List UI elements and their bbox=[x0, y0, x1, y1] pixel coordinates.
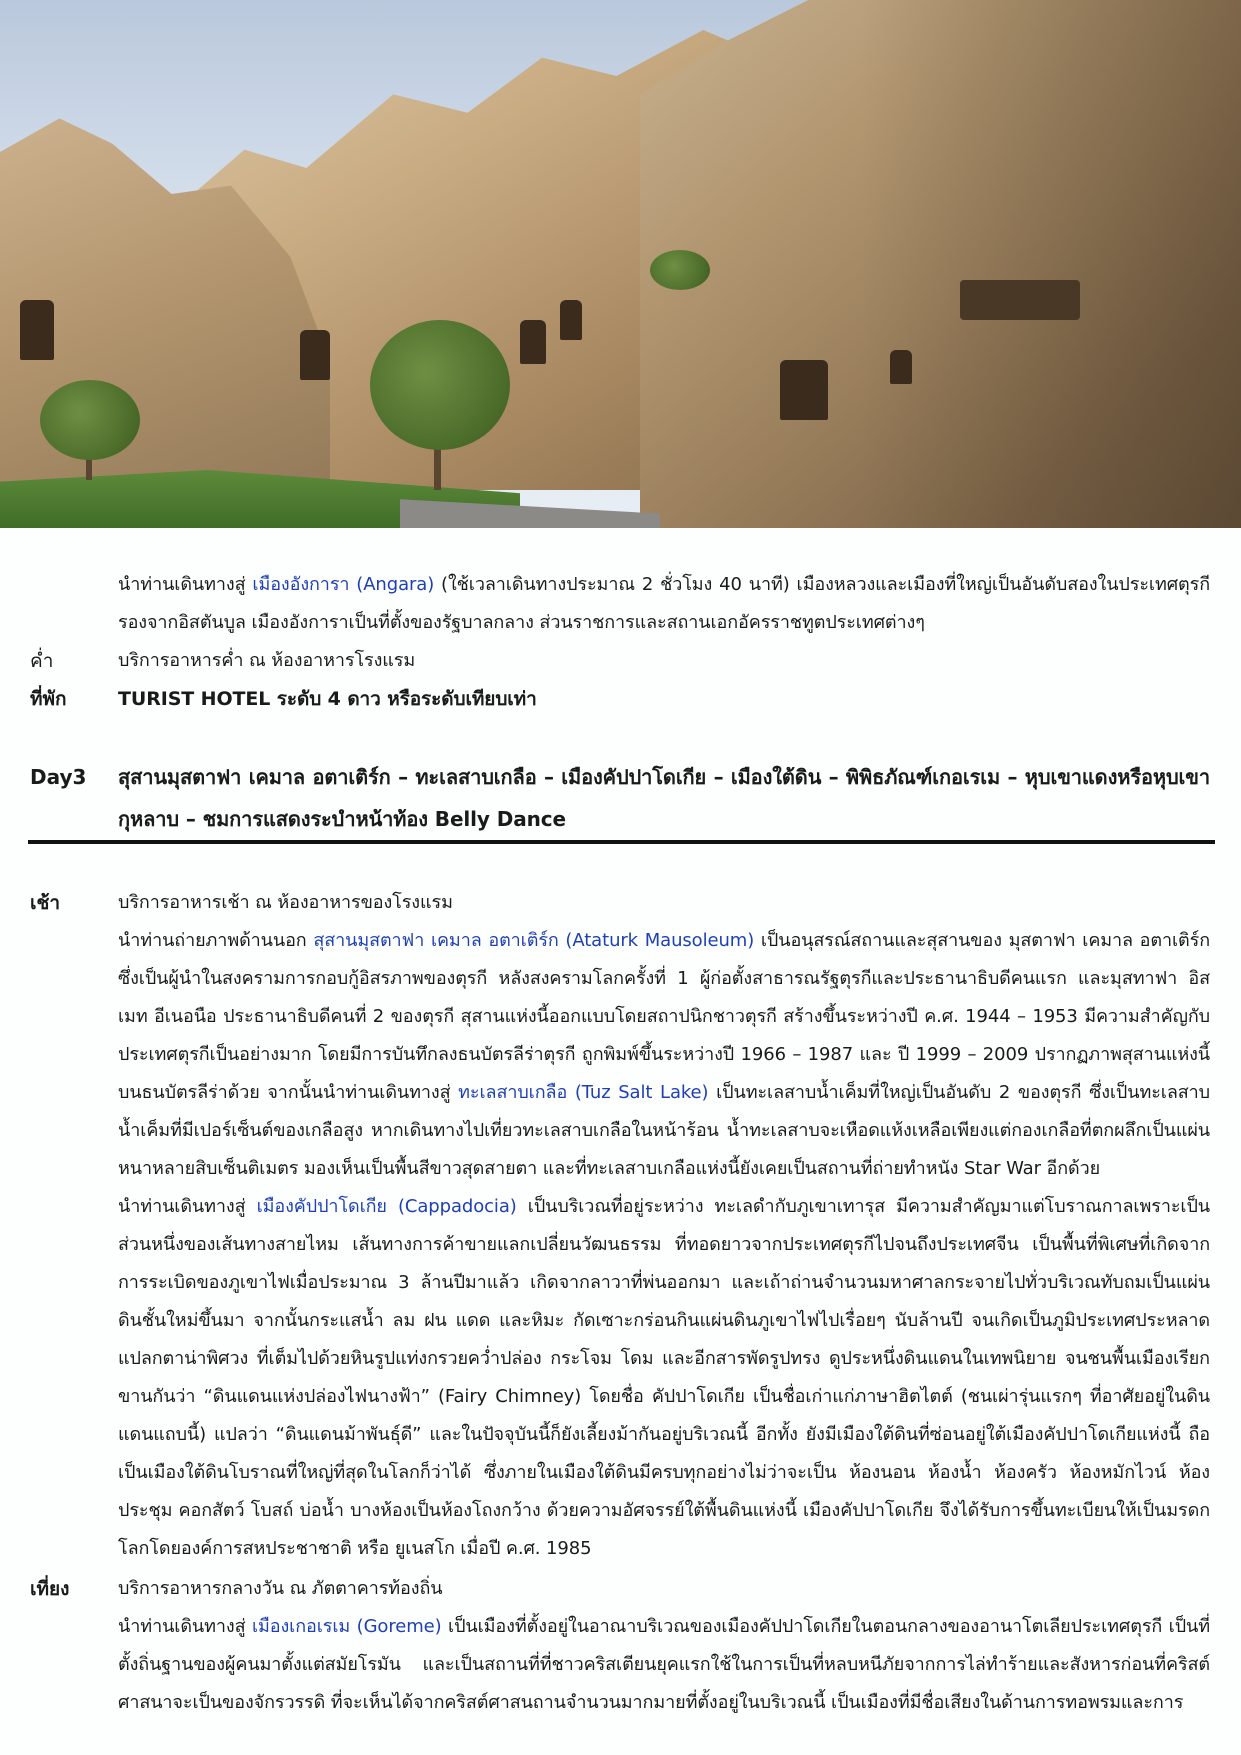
breakfast-text: บริการอาหารเช้า ณ ห้องอาหารของโรงแรม bbox=[118, 892, 453, 913]
cave-opening bbox=[300, 330, 330, 380]
lunch-text: บริการอาหารกลางวัน ณ ภัตตาคารท้องถิ่น bbox=[118, 1578, 443, 1599]
hero-photo bbox=[0, 0, 1241, 528]
dinner-text: บริการอาหารค่ำ ณ ห้องอาหารโรงแรม bbox=[118, 650, 416, 671]
ataturk-paragraph: นำท่านถ่ายภาพด้านนอก สุสานมุสตาฟา เคมาล อตาเติร์ก (Ataturk Mausoleum) เป็นอนุสรณ์สถานและสุสานของ มุสตาฟา เคมาล อตาเติร์ก ซึ่งเป็นผู้นำในสงครามการกอบกู้อิสรภาพของตุรกี หลังสงครามโลกครั้งที่ 1 ผู้ก่อตั้งสาธารณรัฐตุรกีและประธานาธิบดีคนแรก และมุสทาฟา อิสเมท อีเนอนือ ประธานาธิบดีคนที่ 2 ของตุรกี สุสานแห่งนี้ออกแบบโดยสถาปนิกชาวตุรกี สร้างขึ้นระหว่างปี ค.ศ. 1944 – 1953 มีความสำคัญกับประเทศตุรกีเป็นอย่างมาก โดยมีการบันทึกลงธนบัตรลีร่าตุรกี ถูกพิมพ์ขึ้นระหว่างปี 1966 – 1987 และ ปี 1999 – 2009 ปรากฏภาพสุสานแห่งนี้บนธนบัตรลีร่าด้วย จากนั้นนำท่านเดินทางสู่ ทะเลสาบเกลือ (Tuz Salt Lake) เป็นทะเลสาบน้ำเค็มที่ใหญ่เป็นอันดับ 2 ของตุรกี ซึ่งเป็นทะเลสาบน้ำเค็มที่มีเปอร์เซ็นต์ของเกลือสูง หากเดินทางไปเที่ยวทะเลสาบเกลือในหน้าร้อน น้ำทะเลสาบจะเหือดแห้งเหลือเพียงแต่กองเกลือที่ตกผลึกเป็นแผ่นหนาหลายสิบเซ็นติเมตร มองเห็นเป็นพื้นสีขาวสุดสายตา และที่ทะเลสาบเกลือแห่งนี้ยังเคยเป็นสถานที่ถ่ายทำหนัง Star War อีกด้วย bbox=[118, 930, 1211, 1179]
rock-shadow bbox=[860, 0, 1241, 528]
cave-opening bbox=[890, 350, 912, 384]
cave-ledge bbox=[960, 280, 1080, 320]
dinner-label: ค่ำ bbox=[30, 650, 54, 672]
destination-link: เมืองอังการา (Angara) bbox=[252, 574, 435, 595]
intro-paragraph: นำท่านเดินทางสู่ เมืองอังการา (Angara) (ใช้เวลาเดินทางประมาณ 2 ชั่วโมง 40 นาที) เมืองหลวงและเมืองที่ใหญ่เป็นอันดับสองในประเทศตุรกี รองจากอิสตันบูล เมืองอังการาเป็นที่ตั้งของรัฐบาลกลาง ส่วนราชการและสถานเอกอัครราชทูตประเทศต่างๆ bbox=[118, 574, 1210, 633]
goreme-paragraph: นำท่านเดินทางสู่ เมืองเกอเรเม (Goreme) เป็นเมืองที่ตั้งอยู่ในอาณาบริเวณของเมืองคัปปาโดเกียในตอนกลางของอานาโตเลียประเทศตุรกี เป็นที่ตั้งถิ่นฐานของผู้คนมาตั้งแต่สมัยโรมัน และเป็นสถานที่ที่ชาวคริสเตียนยุคแรกใช้ในการเป็นที่หลบหนีภัยจากการไล่ทำร้ายและสังหารก่อนที่คริสต์ศาสนาจะเป็นของจักรวรรดิ ที่จะเห็นได้จากคริสต์ศาสนถานจำนวนมากมายที่ตั้งอยู่ในบริเวณนี้ เป็นเมืองที่มีชื่อเสียงในด้านการทอพรมและการ bbox=[118, 1616, 1211, 1713]
shrub bbox=[650, 250, 710, 290]
destination-link: ทะเลสาบเกลือ (Tuz Salt Lake) bbox=[458, 1082, 709, 1103]
tree bbox=[370, 320, 510, 450]
hotel-text: TURIST HOTEL ระดับ 4 ดาว หรือระดับเทียบเท่า bbox=[118, 688, 537, 710]
cave-opening bbox=[20, 300, 54, 360]
tree bbox=[40, 380, 140, 460]
cappadocia-paragraph: นำท่านเดินทางสู่ เมืองคัปปาโดเกีย (Cappadocia) เป็นบริเวณที่อยู่ระหว่าง ทะเลดำกับภูเขาเทารุส มีความสำคัญมาแต่โบราณกาลเพราะเป็นส่วนหนึ่งของเส้นทางสายไหม เส้นทางการค้าขายแลกเปลี่ยนวัฒนธรรม ที่ทอดยาวจากประเทศตุรกีไปจนถึงประเทศจีน เป็นพื้นที่พิเศษที่เกิดจากการระเบิดของภูเขาไฟเมื่อประมาณ 3 ล้านปีมาแล้ว เกิดจากลาวาที่พ่นออกมา และเถ้าถ่านจำนวนมหาศาลกระจายไปทั่วบริเวณทับถมเป็นแผ่นดินชั้นใหม่ขึ้นมา จากนั้นกระแสน้ำ ลม ฝน แดด และหิมะ กัดเซาะกร่อนกินแผ่นดินภูเขาไฟไปเรื่อยๆ นับล้านปี จนเกิดเป็นภูมิประเทศประหลาดแปลกตาน่าพิศวง ที่เต็มไปด้วยหินรูปแท่งกรวยคว่ำปล่อง กระโจม โดม และอีกสารพัดรูปทรง ดูประหนึ่งดินแดนในเทพนิยาย จนชนพื้นเมืองเรียกขานกันว่า “ดินแดนแห่งปล่องไฟนางฟ้า” (Fairy Chimney) โดยชื่อ คัปปาโดเกีย เป็นชื่อเก่าแก่ภาษาฮิตไตต์ (ชนเผ่ารุ่นแรกๆ ที่อาศัยอยู่ในดินแดนแถบนี้) แปลว่า “ดินแดนม้าพันธุ์ดี” และในปัจจุบันนี้ก็ยังเลี้ยงม้ากันอยู่บริเวณนี้ อีกทั้ง ยังมีเมืองใต้ดินที่ซ่อนอยู่ใต้เมืองคัปปาโดเกียแห่งนี้ ถือเป็นเมืองใต้ดินโบราณที่ใหญ่ที่สุดในโลกก็ว่าได้ ซึ่งภายในเมืองใต้ดินมีครบทุกอย่างไม่ว่าจะเป็น ห้องนอน ห้องน้ำ ห้องครัว ห้องหมักไวน์ ห้องประชุม คอกสัตว์ โบสถ์ บ่อน้ำ บางห้องเป็นห้องโถงกว้าง ด้วยความอัศจรรย์ใต้พื้นดินแห่งนี้ เมืองคัปปาโดเกีย จึงได้รับการขึ้นทะเบียนให้เป็นมรดกโลกโดยองค์การสหประชาชาติ หรือ ยูเนสโก เมื่อปี ค.ศ. 1985 bbox=[118, 1196, 1210, 1559]
section-divider bbox=[28, 840, 1215, 844]
destination-link: เมืองคัปปาโดเกีย (Cappadocia) bbox=[256, 1196, 517, 1217]
destination-link: สุสานมุสตาฟา เคมาล อตาเติร์ก (Ataturk Mausoleum) bbox=[313, 930, 755, 951]
cave-opening bbox=[560, 300, 582, 340]
cave-opening bbox=[780, 360, 828, 420]
hotel-label: ที่พัก bbox=[30, 688, 67, 710]
lunch-label: เที่ยง bbox=[30, 1578, 70, 1600]
destination-link: เมืองเกอเรเม (Goreme) bbox=[251, 1616, 442, 1637]
cave-opening bbox=[520, 320, 546, 364]
day-title: สุสานมุสตาฟา เคมาล อตาเติร์ก – ทะเลสาบเกลือ – เมืองคัปปาโดเกีย – เมืองใต้ดิน – พิพิธภัณฑ์เกอเรเม – หุบเขาแดงหรือหุบเขากุหลาบ – ชมการแสดงระบำหน้าท้อง Belly Dance bbox=[118, 765, 1210, 831]
morning-label: เช้า bbox=[30, 892, 61, 914]
day-label: Day3 bbox=[30, 765, 87, 789]
